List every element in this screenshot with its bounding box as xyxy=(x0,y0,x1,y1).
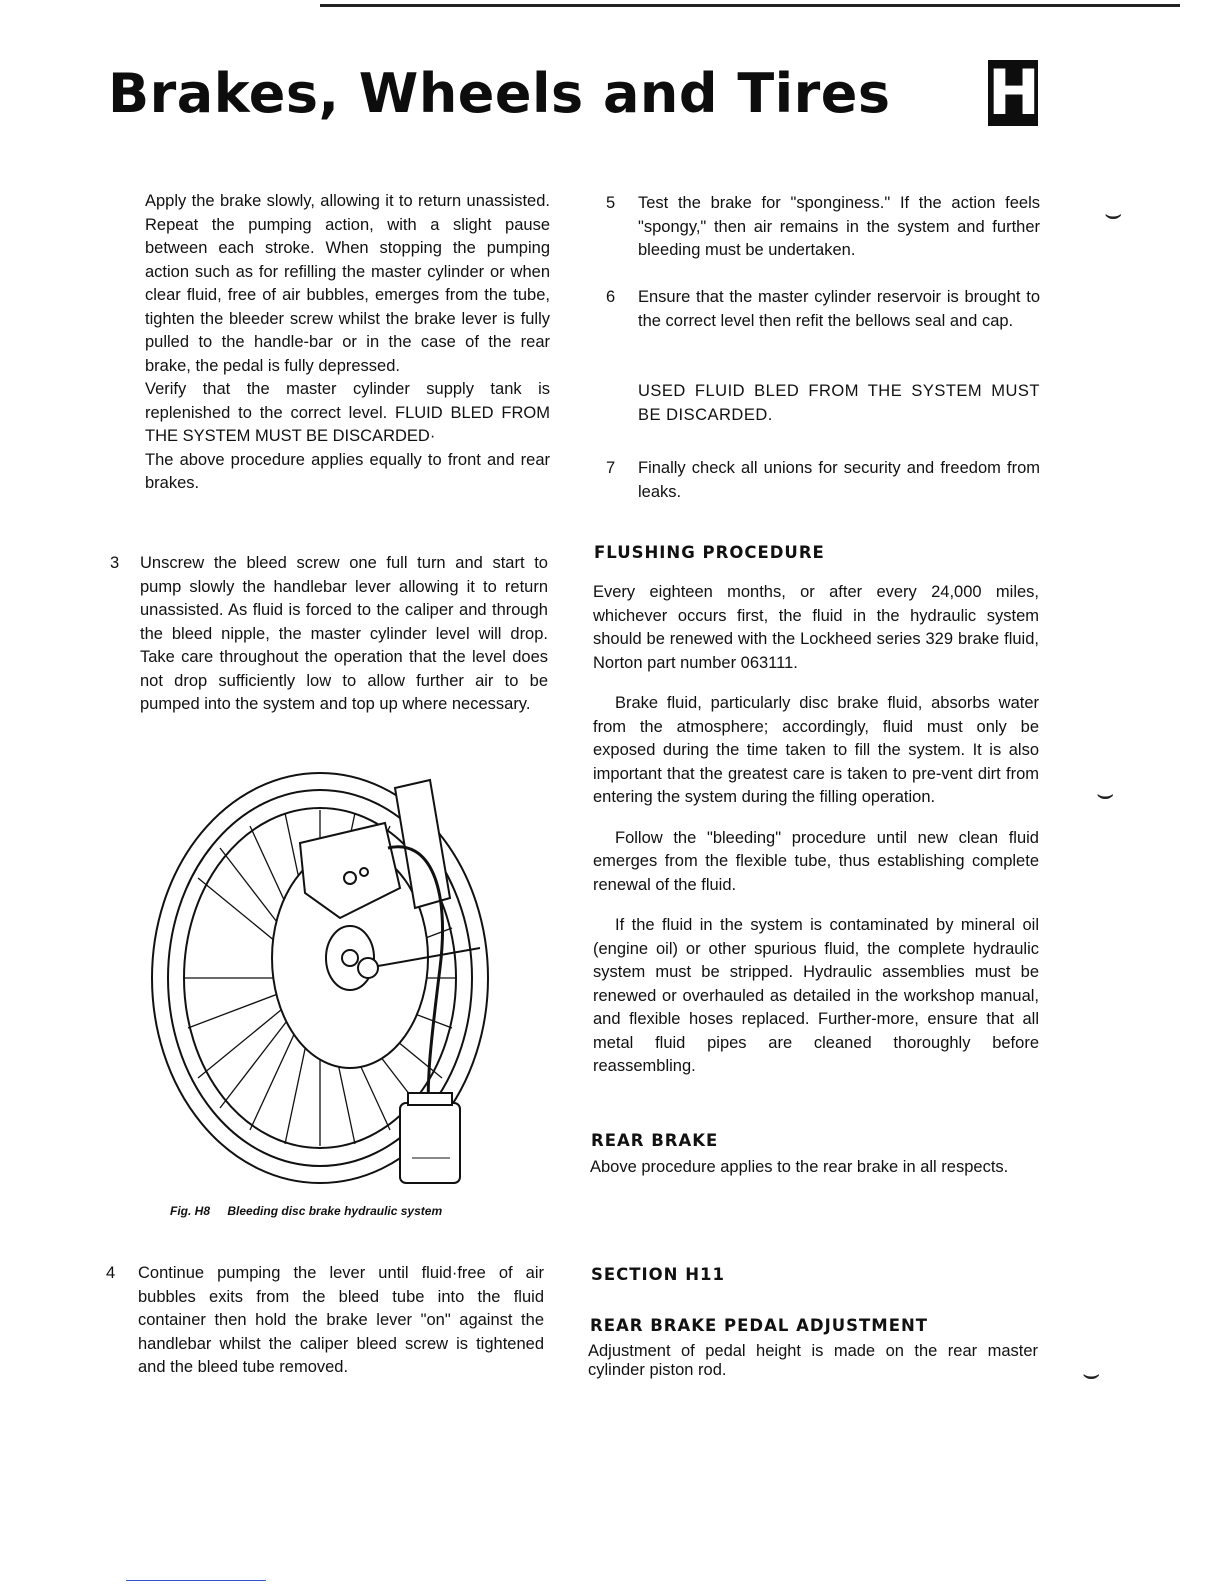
intro-paragraph-3: The above procedure applies equally to front and rear brakes. xyxy=(145,450,550,492)
pedal-adjustment-text: Adjustment of pedal height is made on the rear master cylinder piston rod. xyxy=(588,1342,1038,1379)
step-4-text: Continue pumping the lever until fluid·free of air bubbles exits from the bleed tube into the fluid container then hold the brake lever "on" against the handlebar whilst the caliper bleed screw is tightened and the bleed tube removed. xyxy=(138,1264,544,1376)
step-6-warning: USED FLUID BLED FROM THE SYSTEM MUST BE DISCARDED. xyxy=(638,382,1040,424)
margin-mark-2: ⌣ xyxy=(1096,778,1115,809)
intro-paragraph-2: Verify that the master cylinder supply tank is replenished to the correct level. FLUID BLED FROM THE SYSTEM MUST BE DISCARDED· xyxy=(145,380,550,445)
pedal-adjustment-block xyxy=(588,1342,1038,1380)
step-3-text: Unscrew the bleed screw one full turn and start to pump slowly the handlebar lever allowing it to return unassisted. As fluid is forced to the caliper and through the bleed nipple, the master cylinder level will drop. Take care throughout the operation that the level does not drop sufficiently low to allow further air to be pumped into the system and top up where necessary. xyxy=(140,554,548,713)
top-rule xyxy=(320,4,1180,7)
margin-mark-1: ⌣ xyxy=(1104,198,1123,229)
axle-nut xyxy=(358,958,378,978)
intro-block xyxy=(145,190,550,496)
flushing-paragraph-4: If the fluid in the system is contaminated by mineral oil (engine oil) or other spurious fluid, the complete hydraulic system must be stripped. Hydraulic assemblies must be renewed or overhauled as detailed in the workshop manual, and flexible hoses replaced. Further-more, ensure that all metal fluid pipes are cleaned thoroughly before reassembling. xyxy=(593,916,1039,1075)
step-6-text: Ensure that the master cylinder reservoir is brought to the correct level then refit the bellows seal and cap. xyxy=(638,288,1040,330)
flushing-block xyxy=(593,581,1039,1079)
step-4-number: 4 xyxy=(106,1264,116,1282)
rear-brake-block xyxy=(590,1156,1036,1180)
step-6-block xyxy=(638,286,1040,333)
step-3-block xyxy=(140,552,548,717)
step-7-block xyxy=(638,457,1040,504)
step-3-number: 3 xyxy=(110,554,120,572)
figure-label: Fig. H8 xyxy=(170,1204,211,1218)
brake-bleeding-figure xyxy=(150,768,490,1198)
flushing-heading: FLUSHING PROCEDURE xyxy=(594,543,825,562)
flushing-paragraph-2: Brake fluid, particularly disc brake fluid, absorbs water from the atmosphere; accordingly, fluid must only be exposed during the time taken to fill the system. It is also important that the greatest care is taken to pre-vent dirt from entering the system during the filling operation. xyxy=(593,694,1039,806)
page-title: Brakes, Wheels and Tires xyxy=(108,62,891,125)
intro-paragraph-1: Apply the brake slowly, allowing it to return unassisted. Repeat the pumping action, with a slight pause between each stroke. When stopping the pumping action such as for refilling the master cylinder or when clear fluid, free of air bubbles, emerges from the tube, tighten the bleeder screw whilst the brake lever is fully pulled to the handle-bar or in the case of the rear brake, the pedal is fully depressed. xyxy=(145,192,550,375)
pedal-adjustment-heading: REAR BRAKE PEDAL ADJUSTMENT xyxy=(590,1316,929,1335)
section-letter-badge: H xyxy=(988,56,1040,129)
step-6-warning-block xyxy=(638,380,1040,427)
rear-brake-heading: REAR BRAKE xyxy=(591,1131,719,1150)
margin-mark-3: ⌣ xyxy=(1082,1358,1101,1389)
step-7-text: Finally check all unions for security and freedom from leaks. xyxy=(638,459,1040,501)
figure-caption xyxy=(170,1204,456,1218)
flushing-paragraph-1: Every eighteen months, or after every 24,000 miles, whichever occurs first, the fluid in the hydraulic system should be renewed with the Lockheed series 329 brake fluid, Norton part number 063111. xyxy=(593,583,1039,672)
step-4-block xyxy=(138,1262,544,1380)
step-5-text: Test the brake for "sponginess." If the action feels "spongy," then air remains in the system and further bleeding must be undertaken. xyxy=(638,194,1040,259)
bottom-rule xyxy=(126,1580,266,1581)
figure-caption-text: Bleeding disc brake hydraulic system xyxy=(227,1204,443,1218)
flushing-paragraph-3: Follow the "bleeding" procedure until new clean fluid emerges from the flexible tube, thus establishing complete renewal of the fluid. xyxy=(593,828,1039,894)
fluid-jar xyxy=(400,1103,460,1183)
rear-brake-text: Above procedure applies to the rear brake in all respects. xyxy=(590,1158,1009,1176)
step-6-number: 6 xyxy=(606,288,616,306)
step-5-block xyxy=(638,192,1040,263)
step-5-number: 5 xyxy=(606,194,616,212)
step-7-number: 7 xyxy=(606,459,616,477)
section-h11-heading: SECTION H11 xyxy=(591,1265,726,1284)
